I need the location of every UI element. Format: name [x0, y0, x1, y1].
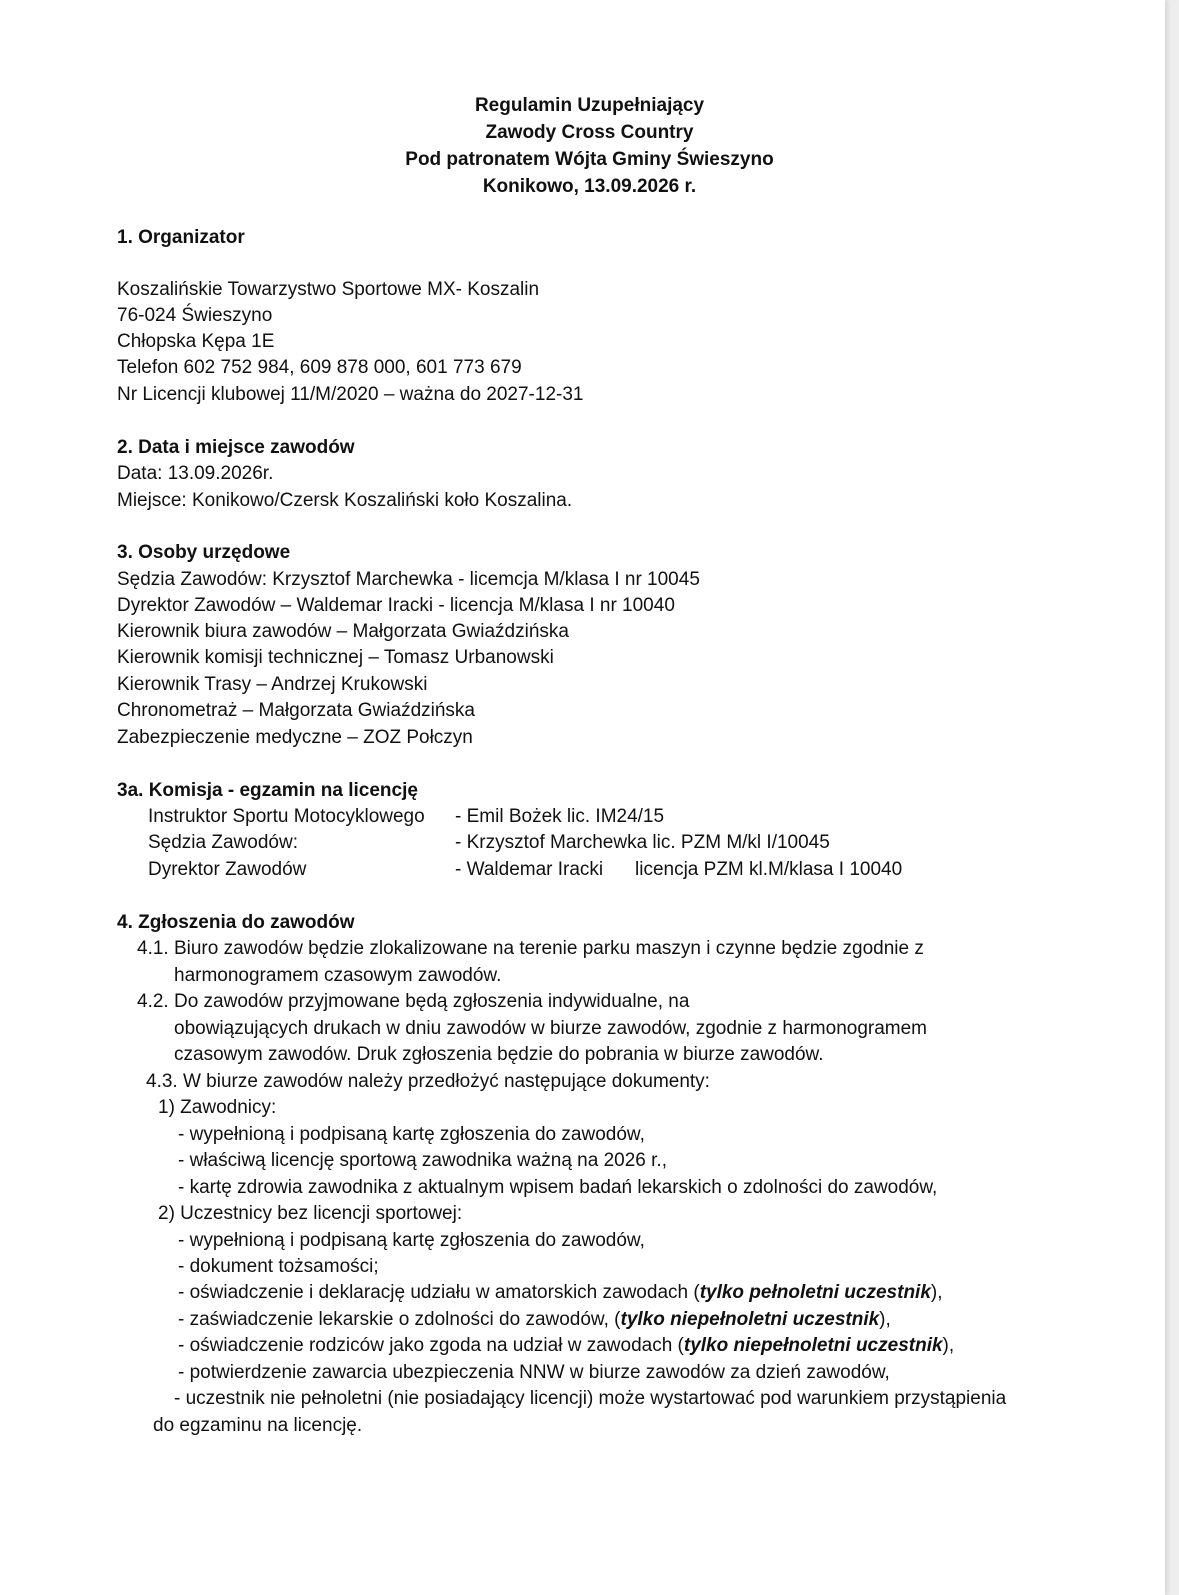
paragraph-4-2-cont: obowiązujących drukach w dniu zawodów w biurze zawodów, zgodnie z harmonogramem — [174, 1018, 928, 1039]
document-item-cont: do egzaminu na licencję. — [153, 1415, 363, 1436]
item-text: ), — [942, 1335, 955, 1356]
commission-role: Sędzia Zawodów: — [148, 832, 298, 853]
document-item: - wypełnioną i podpisaną kartę zgłoszenia do zawodów, — [178, 1230, 645, 1251]
group-label-unlicensed: 2) Uczestnicy bez licencji sportowej: — [158, 1203, 463, 1224]
official-line: Dyrektor Zawodów – Waldemar Iracki - licencja M/klasa I nr 10040 — [117, 595, 675, 616]
organizer-phone: Telefon 602 752 984, 609 878 000, 601 773 679 — [117, 357, 522, 378]
document-item: - kartę zdrowia zawodnika z aktualnym wpisem badań lekarskich o zdolności do zawodów, — [178, 1177, 938, 1198]
document-item — [178, 1309, 891, 1331]
item-text: ), — [930, 1282, 943, 1303]
commission-member: - Krzysztof Marchewka lic. PZM M/kl I/10045 — [455, 832, 830, 853]
document-item: - właściwą licencję sportową zawodnika ważną na 2026 r., — [178, 1150, 667, 1171]
document-item — [178, 1335, 954, 1357]
commission-role: Instruktor Sportu Motocyklowego — [148, 806, 425, 827]
event-date: Data: 13.09.2026r. — [117, 463, 274, 484]
section-heading-officials: 3. Osoby urzędowe — [117, 542, 291, 563]
item-text: - oświadczenie i deklarację udziału w amatorskich zawodach ( — [178, 1282, 700, 1303]
section-heading-date-place: 2. Data i miejsce zawodów — [117, 437, 355, 458]
organizer-name: Koszalińskie Towarzystwo Sportowe MX- Koszalin — [117, 279, 540, 300]
commission-role: Dyrektor Zawodów — [148, 859, 307, 880]
official-line: Kierownik komisji technicznej – Tomasz Urbanowski — [117, 647, 554, 668]
item-emphasis: tylko pełnoletni uczestnik — [699, 1282, 931, 1303]
event-place: Miejsce: Konikowo/Czersk Koszaliński koło Koszalina. — [117, 490, 573, 511]
item-emphasis: tylko niepełnoletni uczestnik — [683, 1335, 943, 1356]
official-line: Chronometraż – Małgorzata Gwiaździńska — [117, 700, 475, 721]
document-title-block — [0, 92, 1179, 200]
official-line: Zabezpieczenie medyczne – ZOZ Połczyn — [117, 727, 473, 748]
commission-member: - Emil Bożek lic. IM24/15 — [455, 806, 665, 827]
item-text: ), — [879, 1309, 891, 1330]
official-line: Kierownik Trasy – Andrzej Krukowski — [117, 674, 428, 695]
document-item: - dokument tożsamości; — [178, 1256, 379, 1277]
place-date-line: Konikowo, 13.09.2026 r. — [482, 176, 697, 197]
regulation-title: Regulamin Uzupełniający — [474, 95, 705, 116]
document-item: - wypełnioną i podpisaną kartę zgłoszenia do zawodów, — [178, 1124, 645, 1145]
paragraph-4-1-cont: harmonogramem czasowym zawodów. — [174, 965, 502, 986]
paragraph-4-1: 4.1. Biuro zawodów będzie zlokalizowane na terenie parku maszyn i czynne będzie zgodnie z — [137, 938, 924, 959]
organizer-street: Chłopska Kępa 1E — [117, 331, 275, 352]
section-heading-entries: 4. Zgłoszenia do zawodów — [117, 912, 355, 933]
commission-member-license: licencja PZM kl.M/klasa I 10040 — [635, 859, 903, 880]
official-line: Kierownik biura zawodów – Małgorzata Gwiaździńska — [117, 621, 569, 642]
item-text: - zaświadczenie lekarskie o zdolności do zawodów, ( — [178, 1309, 621, 1330]
patronage-line: Pod patronatem Wójta Gminy Świeszyno — [405, 149, 774, 170]
commission-member: - Waldemar Iracki — [455, 859, 604, 880]
official-line: Sędzia Zawodów: Krzysztof Marchewka - licemcja M/klasa I nr 10045 — [117, 569, 700, 590]
document-item — [178, 1282, 943, 1304]
paragraph-4-2-cont: czasowym zawodów. Druk zgłoszenia będzie do pobrania w biurze zawodów. — [174, 1044, 824, 1065]
group-label-riders: 1) Zawodnicy: — [158, 1097, 277, 1118]
item-emphasis: tylko niepełnoletni uczestnik — [620, 1309, 880, 1330]
section-heading-organizer: 1. Organizator — [117, 227, 245, 248]
paragraph-4-3: 4.3. W biurze zawodów należy przedłożyć następujące dokumenty: — [146, 1071, 710, 1092]
organizer-license: Nr Licencji klubowej 11/M/2020 – ważna do 2027-12-31 — [117, 384, 584, 405]
event-name: Zawody Cross Country — [485, 122, 694, 143]
document-item: - uczestnik nie pełnoletni (nie posiadający licencji) może wystartować pod warunkiem przystąpienia — [174, 1388, 1007, 1409]
paragraph-4-2: 4.2. Do zawodów przyjmowane będą zgłoszenia indywidualne, na — [137, 991, 690, 1012]
organizer-postcode: 76-024 Świeszyno — [117, 305, 273, 326]
section-heading-license-commission: 3a. Komisja - egzamin na licencję — [117, 780, 418, 801]
item-text: - oświadczenie rodziców jako zgoda na udział w zawodach ( — [178, 1335, 684, 1356]
document-item: - potwierdzenie zawarcia ubezpieczenia NNW w biurze zawodów za dzień zawodów, — [178, 1362, 890, 1383]
